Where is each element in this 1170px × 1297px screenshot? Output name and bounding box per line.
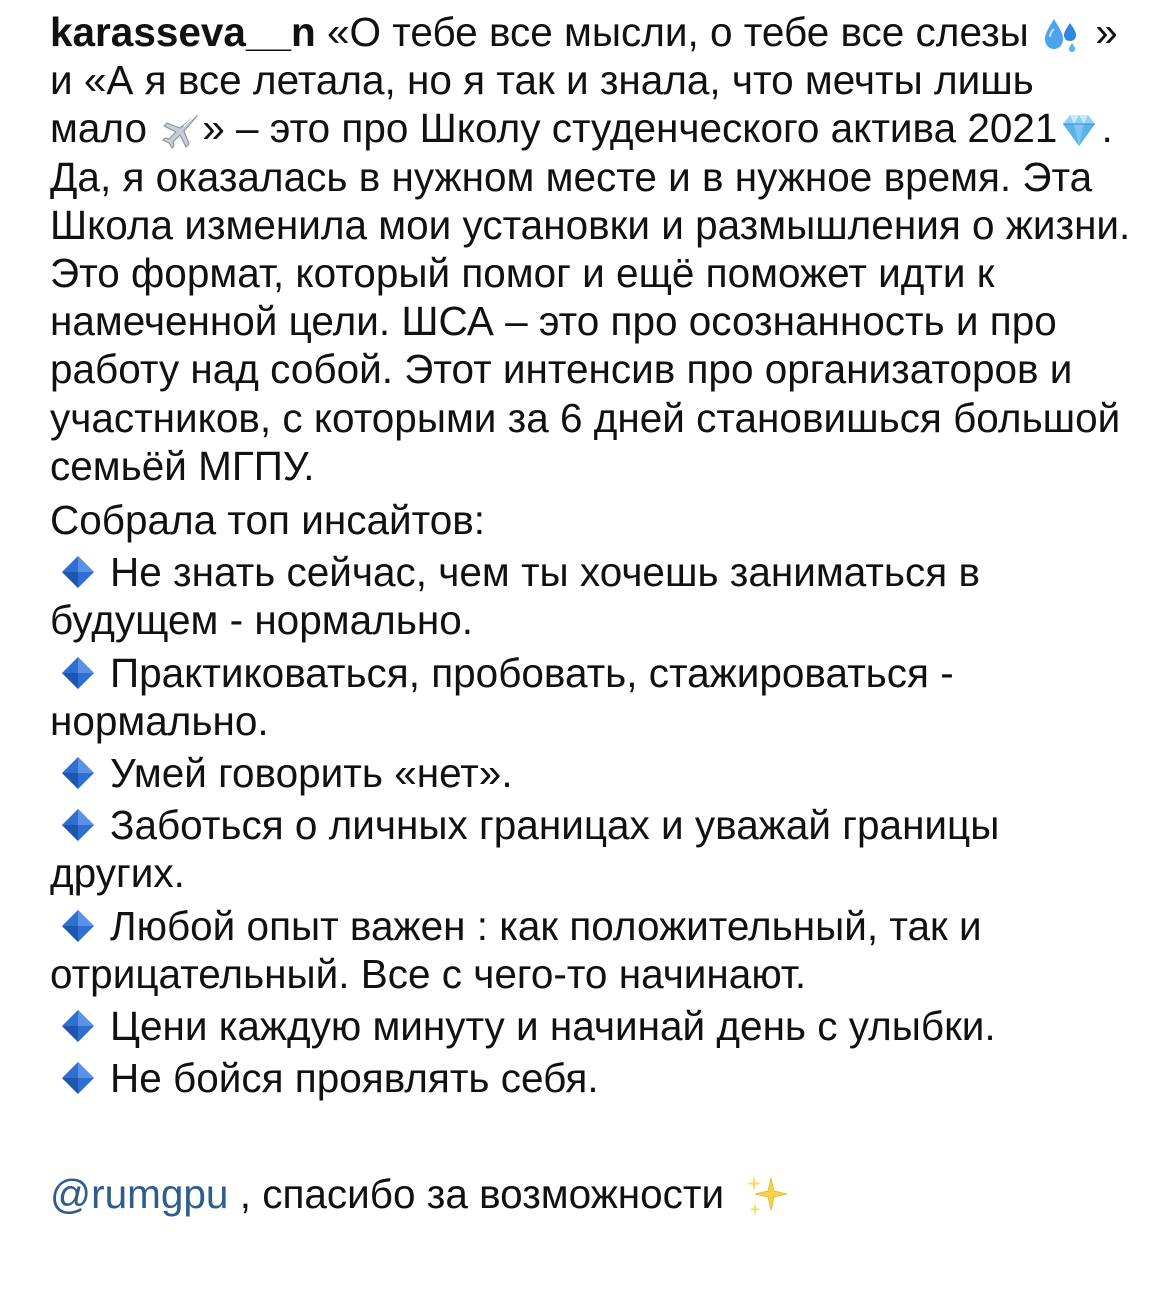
list-item (50, 649, 1135, 745)
insight-text: Любой опыт важен : как положительный, так и отрицательный. Все с чего-то начинают. (50, 902, 982, 997)
insight-text: Умей говорить «нет». (110, 750, 513, 797)
insights-heading: Собрала топ инсайтов: (50, 497, 485, 544)
thanks-line (50, 1170, 1135, 1220)
username-link[interactable]: karasseva__n (50, 9, 316, 55)
insight-text: Заботься о личных границах и уважай границы других. (50, 802, 1000, 897)
list-item (50, 1002, 1135, 1050)
list-item (50, 902, 1135, 998)
sweat-droplets-icon (1042, 15, 1082, 53)
list-item (50, 801, 1135, 897)
thanks-text: , спасибо за возможности (228, 1171, 736, 1218)
small-blue-diamond-icon (58, 1058, 98, 1098)
insight-text: Цени каждую минуту и начинай день с улыбки. (110, 1003, 996, 1050)
insight-text: Не бойся проявлять себя. (110, 1055, 599, 1102)
caption-text-part-3: » – это про Школу студенческого актива 2021 (202, 105, 1058, 152)
small-blue-diamond-icon (58, 805, 98, 845)
small-blue-diamond-icon (58, 753, 98, 793)
insight-text: Не знать сейчас, чем ты хочешь заниматься в будущем - нормально. (50, 549, 980, 644)
mention-link[interactable]: @rumgpu (50, 1171, 229, 1218)
sparkles-icon (741, 1172, 791, 1220)
airplane-icon (160, 111, 200, 149)
small-blue-diamond-icon (58, 906, 98, 946)
caption-text-part-1: «О тебе все мысли, о тебе все слезы (315, 9, 1041, 55)
paragraph-spacer (50, 1102, 1135, 1170)
small-blue-diamond-icon (58, 653, 98, 693)
insights-list (50, 548, 1135, 1102)
caption-text-part-2: » и «А я все летала, но я так и знала, что мечты лишь мало (50, 9, 1118, 152)
list-item (50, 749, 1135, 797)
caption-text-part-4: . Да, я оказалась в нужном месте и в нужное время. Эта Школа изменила мои установки и размышления о жизни. Это формат, который помог и ещё поможет идти к намеченной цели. ШСА – это про осознанность и про работу над собой. Этот интенсив про организаторов и участников, с которыми за 6 дней становишься большой семьёй МГПУ. (50, 105, 1131, 489)
list-item (50, 548, 1135, 644)
small-blue-diamond-icon (58, 552, 98, 592)
small-blue-diamond-icon (58, 1006, 98, 1046)
insight-text: Практиковаться, пробовать, стажироваться - нормально. (50, 649, 954, 744)
caption-intro-paragraph (50, 8, 1135, 490)
list-item (50, 1054, 1135, 1102)
post-caption (50, 8, 1135, 1220)
gem-stone-icon (1059, 111, 1099, 149)
